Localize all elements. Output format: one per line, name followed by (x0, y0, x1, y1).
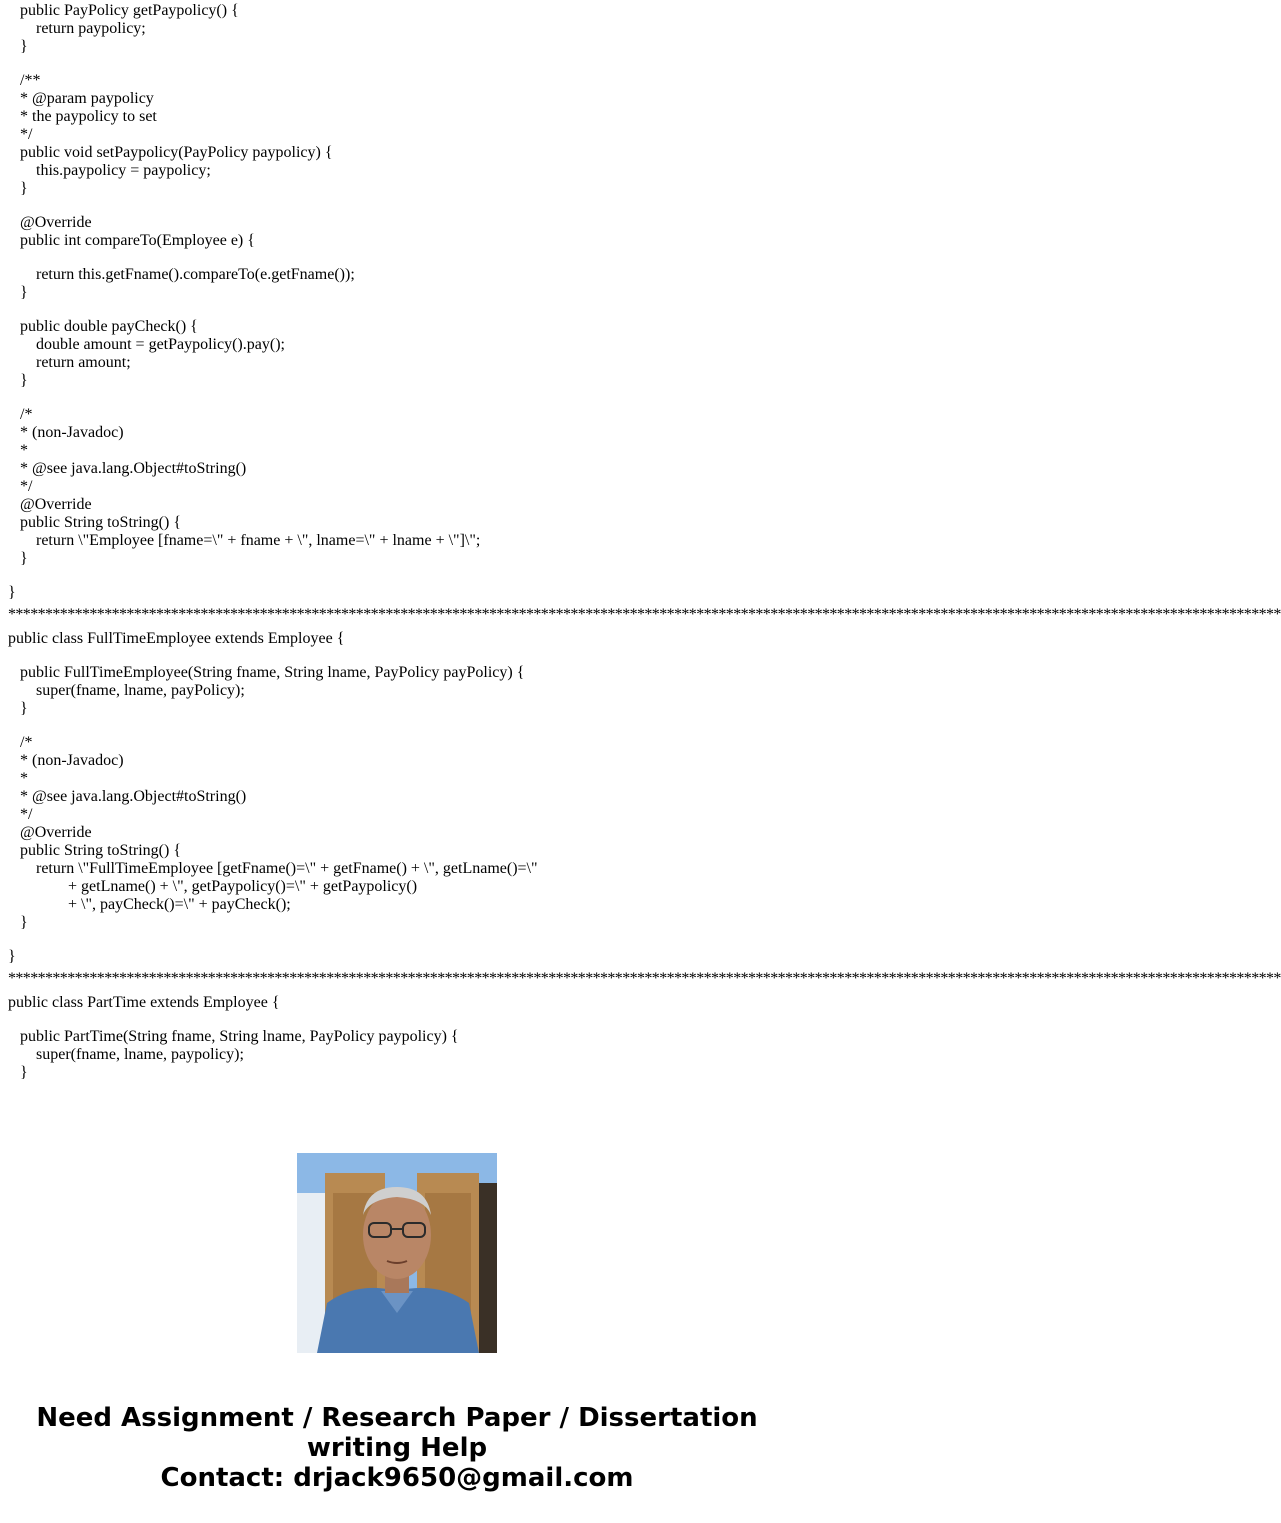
code-line: return amount; (36, 354, 131, 371)
code-line: } (8, 948, 16, 965)
separator-line: **************************************************************************************************************************************************************************** (8, 970, 1281, 987)
code-line: return \"FullTimeEmployee [getFname()=\" + getFname() + \", getLname()=\" (36, 860, 538, 877)
code-line: /** (20, 72, 41, 89)
blank-line (0, 250, 794, 266)
code-line: public FullTimeEmployee(String fname, String lname, PayPolicy payPolicy) { (20, 664, 525, 681)
blank-line (0, 718, 794, 734)
code-line: super(fname, lname, paypolicy); (36, 1046, 244, 1063)
footer-line-1: Need Assignment / Research Paper / Dissertation (36, 1403, 758, 1433)
code-line: public void setPaypolicy(PayPolicy paypolicy) { (20, 144, 333, 161)
code-line: * @see java.lang.Object#toString() (20, 460, 247, 477)
separator-line: **************************************************************************************************************************************************************************** (8, 606, 1281, 623)
code-line: @Override (20, 214, 92, 231)
code-line: } (20, 38, 28, 55)
code-line: * (non-Javadoc) (20, 424, 124, 441)
code-line: * (20, 442, 28, 459)
code-line: return \"Employee [fname=\" + fname + \", lname=\" + lname + \"]\"; (36, 532, 481, 549)
code-line: public class FullTimeEmployee extends Employee { (8, 630, 345, 647)
footer-contact: Contact: drjack9650@gmail.com (160, 1463, 634, 1493)
blank-line (0, 568, 794, 584)
blank-line (0, 56, 794, 72)
code-line: public String toString() { (20, 514, 182, 531)
code-line: return this.getFname().compareTo(e.getFname()); (36, 266, 355, 283)
code-line: super(fname, lname, payPolicy); (36, 682, 245, 699)
code-line: double amount = getPaypolicy().pay(); (36, 336, 285, 353)
code-line: } (20, 914, 28, 931)
code-line: * @see java.lang.Object#toString() (20, 788, 247, 805)
code-line: public class PartTime extends Employee { (8, 994, 280, 1011)
code-line: */ (20, 806, 33, 823)
code-line: public PayPolicy getPaypolicy() { (20, 2, 239, 19)
author-photo (297, 1153, 497, 1353)
blank-line (0, 932, 794, 948)
blank-line (0, 1012, 794, 1028)
code-line: * (non-Javadoc) (20, 752, 124, 769)
code-line: } (20, 550, 28, 567)
code-line: } (20, 284, 28, 301)
blank-line (0, 198, 794, 214)
code-line: @Override (20, 824, 92, 841)
code-line: } (20, 700, 28, 717)
code-listing (0, 2, 1281, 1082)
code-line: * @param paypolicy (20, 90, 154, 107)
code-line: @Override (20, 496, 92, 513)
code-line: /* (20, 734, 33, 751)
code-line: return paypolicy; (36, 20, 146, 37)
code-line: */ (20, 478, 33, 495)
code-line: public PartTime(String fname, String lname, PayPolicy paypolicy) { (20, 1028, 459, 1045)
code-line: + getLname() + \", getPaypolicy()=\" + getPaypolicy() (68, 878, 418, 895)
code-line: /* (20, 406, 33, 423)
code-line: } (20, 1064, 28, 1081)
code-line: + \", payCheck()=\" + payCheck(); (68, 896, 291, 913)
blank-line (0, 648, 794, 664)
code-line: * (20, 770, 28, 787)
code-line: } (8, 584, 16, 601)
blank-line (0, 390, 794, 406)
footer-line-2: writing Help (306, 1433, 488, 1463)
code-line: public double payCheck() { (20, 318, 198, 335)
footer-banner (0, 1403, 794, 1493)
blank-line (0, 302, 794, 318)
code-line: */ (20, 126, 33, 143)
code-line: } (20, 372, 28, 389)
code-line: * the paypolicy to set (20, 108, 157, 125)
code-line: } (20, 180, 28, 197)
code-line: public String toString() { (20, 842, 182, 859)
code-line: public int compareTo(Employee e) { (20, 232, 255, 249)
code-line: this.paypolicy = paypolicy; (36, 162, 211, 179)
